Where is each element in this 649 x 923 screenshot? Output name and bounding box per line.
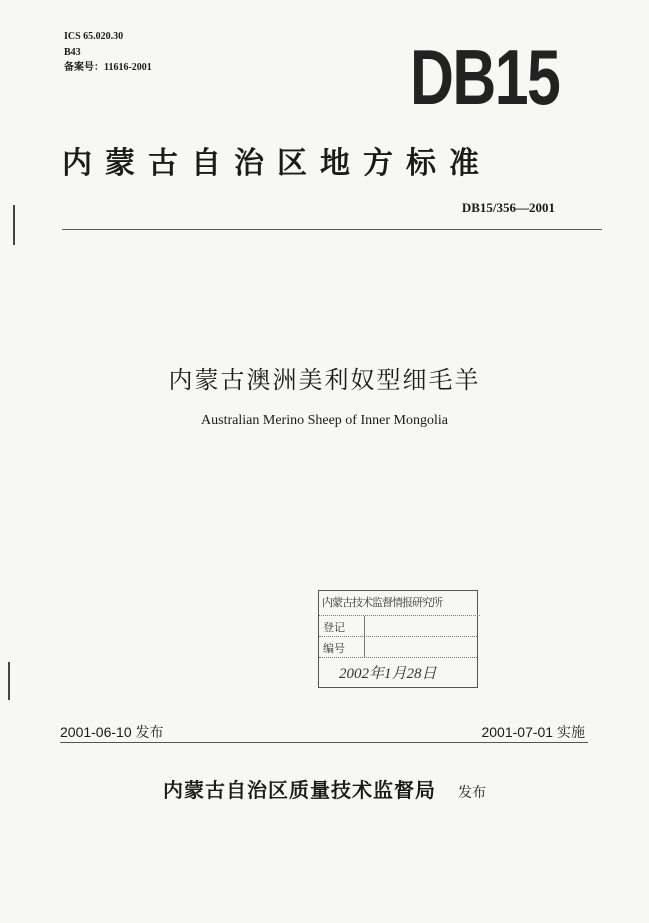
- stamp-row-number: [319, 637, 477, 658]
- issuer-line: [0, 774, 649, 803]
- issuer-action: 发布: [458, 785, 486, 801]
- margin-mark-bottom: [8, 662, 10, 700]
- issue-date: 2001-06-10 发布: [60, 724, 164, 740]
- stamp-label-registration: 登记: [323, 621, 345, 634]
- issuer-name: 内蒙古自治区质量技术监督局: [163, 778, 436, 802]
- record-number: 备案号：11616-2001: [64, 62, 152, 73]
- receipt-stamp: [318, 590, 478, 688]
- standard-number: DB15/356—2001: [461, 200, 555, 215]
- stamp-received-date: 2002年1月28日: [339, 666, 437, 682]
- standard-code-logo: DB15: [410, 33, 560, 121]
- stamp-label-number: 编号: [323, 642, 345, 655]
- classification-code: B43: [64, 47, 81, 58]
- footer-divider: [60, 742, 588, 743]
- stamp-row-registration: [319, 616, 477, 637]
- document-title-chinese: 内蒙古澳洲美利奴型细毛羊: [168, 366, 481, 394]
- document-title-english: Australian Merino Sheep of Inner Mongolia: [201, 413, 448, 428]
- implementation-date: 2001-07-01 实施: [481, 724, 585, 740]
- stamp-divider: [364, 616, 365, 658]
- stamp-organization: 内蒙古技术监督情报研究所: [319, 591, 480, 616]
- header-divider: [62, 229, 602, 230]
- stamp-row-date: [319, 658, 477, 686]
- ics-code: ICS 65.020.30: [64, 31, 124, 42]
- margin-mark-top: [13, 205, 15, 245]
- standard-type-heading: 内蒙古自治区地方标准: [62, 146, 492, 181]
